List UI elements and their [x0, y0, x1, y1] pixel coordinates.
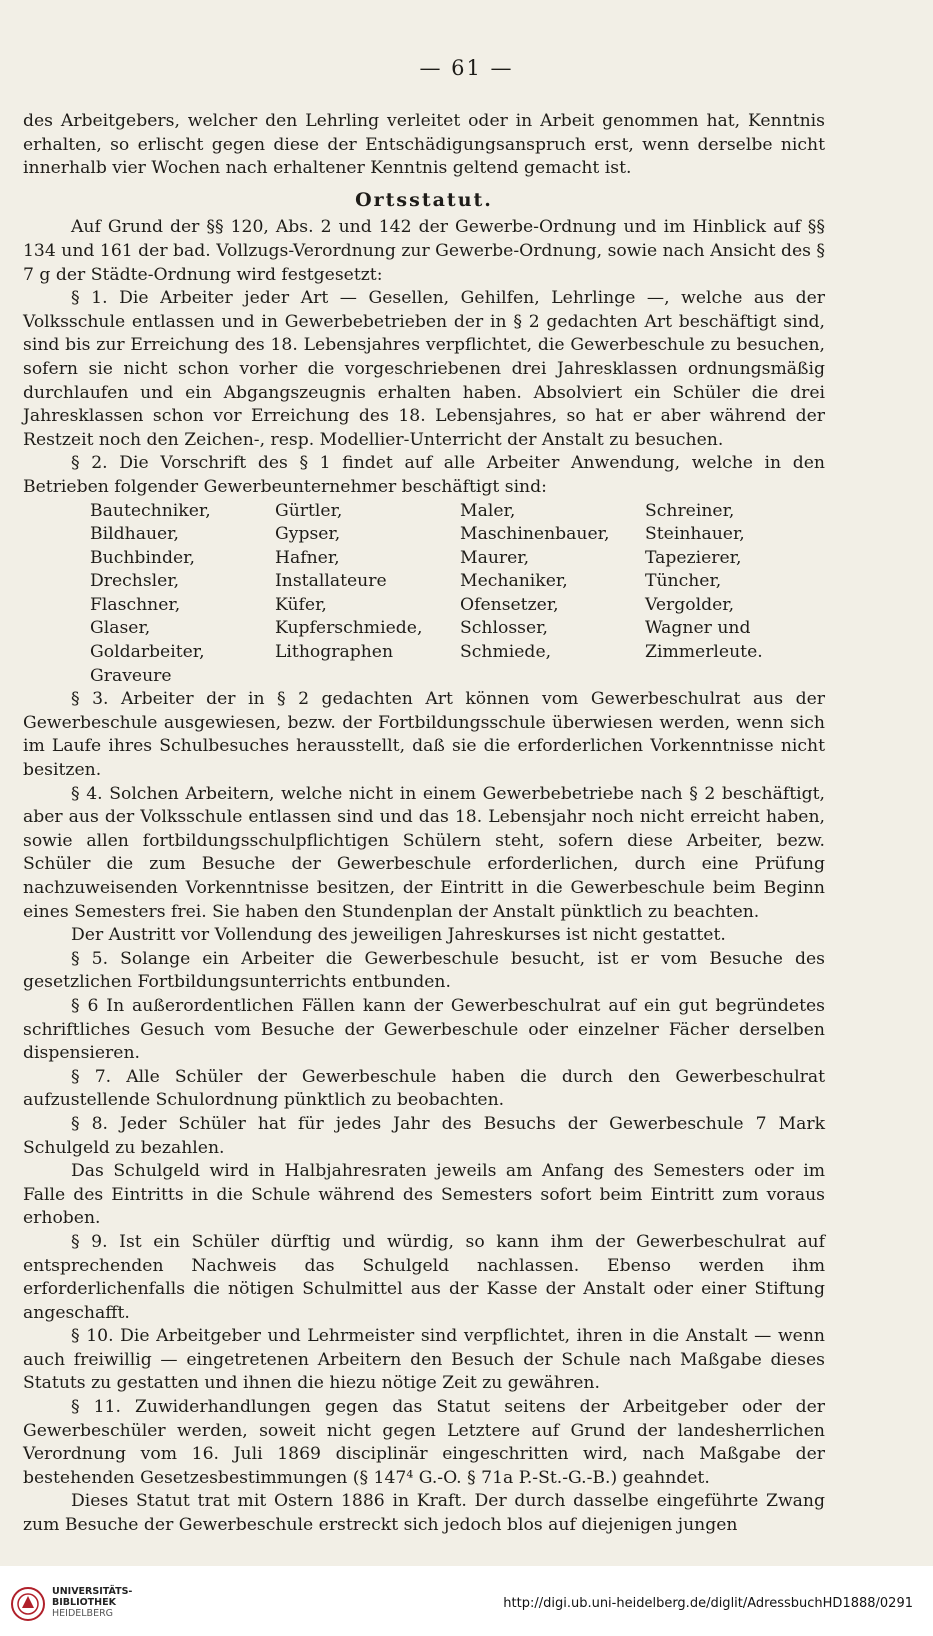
- trade-item: [275, 665, 460, 689]
- paragraph: § 8. Jeder Schüler hat für jedes Jahr des Besuchs der Gewerbeschule 7 Mark Schulgeld zu bezahlen.: [23, 1113, 825, 1158]
- trade-item: [460, 665, 645, 689]
- document-body: [23, 110, 825, 1538]
- trade-item: Kupferschmiede,: [275, 618, 423, 639]
- logo-line: BIBLIOTHEK: [52, 1597, 116, 1608]
- paragraphs-after: [23, 688, 825, 1537]
- trade-item: Wagner und: [645, 618, 751, 639]
- trade-item: Gürtler,: [275, 500, 343, 521]
- paragraph: § 7. Alle Schüler der Gewerbeschule haben die durch den Gewerbeschulrat aufzustellende Schulordnung pünktlich zu beobachten.: [23, 1066, 825, 1111]
- paragraph: § 5. Solange ein Arbeiter die Gewerbeschule besucht, ist er vom Besuche des gesetzlichen Fortbildungsunterrichts entbunden.: [23, 948, 825, 993]
- trade-item: Gypser,: [275, 524, 341, 545]
- paragraph: Dieses Statut trat mit Ostern 1886 in Kraft. Der durch dasselbe eingeführte Zwang zum Besuche der Gewerbeschule erstreckt sich jedoch blos auf diejenigen jungen: [23, 1491, 825, 1536]
- trade-item: Installateure: [275, 571, 387, 592]
- logo-line: HEIDELBERG: [52, 1608, 114, 1619]
- trade-item: Schlosser,: [460, 618, 548, 639]
- trade-item: Tapezierer,: [645, 547, 742, 568]
- paragraph: § 3. Arbeiter der in § 2 gedachten Art können vom Gewerbeschulrat aus der Gewerbeschule ausgewiesen, bezw. der Fortbildungsschule überwiesen werden, wenn sich im Laufe ihres Schulbesuches herausstellt, daß sie die erforderlichen Vorkenntnisse nicht besitzen.: [23, 689, 825, 781]
- trade-item: Maschinenbauer,: [460, 524, 610, 545]
- paragraph: § 6 In außerordentlichen Fällen kann der Gewerbeschulrat auf ein gut begründetes schriftliches Gesuch vom Besuche der Gewerbeschule oder einzelner Fächer derselben dispensieren.: [23, 995, 825, 1064]
- source-url-link[interactable]: http://digi.ub.uni-heidelberg.de/diglit/AdressbuchHD1888/0291: [503, 1596, 913, 1611]
- trade-item: Glaser,: [90, 618, 151, 639]
- trade-item: Steinhauer,: [645, 524, 745, 545]
- trade-item: Schmiede,: [460, 642, 552, 663]
- logo-line: UNIVERSITÄTS-: [52, 1586, 133, 1597]
- footer: [0, 1566, 933, 1636]
- library-logo-text: [52, 1586, 132, 1619]
- paragraph: § 11. Zuwiderhandlungen gegen das Statut seitens der Arbeitgeber oder der Gewerbeschüler werden, soweit nicht gegen Letztere auf Grund der landesherrlichen Verordnung vom 16. Juli 1869 disciplinär eingeschritten wird, nach Maßgabe der bestehenden Gesetzesbestimmungen (§ 147⁴ G.-O. § 71a P.-St.-G.-B.) geahndet.: [23, 1397, 825, 1488]
- trade-item: Ofensetzer,: [460, 594, 559, 615]
- trade-item: Bautechniker,: [90, 500, 211, 521]
- paragraph: § 9. Ist ein Schüler dürftig und würdig, so kann ihm der Gewerbeschulrat auf entsprechenden Nachweis das Schulgeld nachlassen. Ebenso werden ihm erforderlichenfalls die nötigen Schulmittel aus der Kasse der Anstalt oder einer Stiftung angeschafft.: [23, 1231, 825, 1323]
- trade-item: Tüncher,: [645, 571, 722, 592]
- trade-item: Küfer,: [275, 594, 327, 615]
- trade-item: Schreiner,: [645, 500, 735, 521]
- trade-item: [645, 665, 830, 689]
- paragraph: Auf Grund der §§ 120, Abs. 2 und 142 der Gewerbe-Ordnung und im Hinblick auf §§ 134 und 161 der bad. Vollzugs-Verordnung zur Gewerbe-Ordnung, sowie nach Ansicht des § 7 g der Städte-Ordnung wird festgesetzt:: [23, 217, 825, 285]
- paragraph: § 4. Solchen Arbeitern, welche nicht in einem Gewerbebetriebe nach § 2 beschäftigt, aber aus der Volksschule entlassen sind und das 18. Lebensjahr noch nicht erreicht haben, sowie allen fortbildungsschulpflichtigen Schülern steht, sofern diese Arbeiter, bezw. Schüler die zum Besuche der Gewerbeschule erforderlichen, durch eine Prüfung nachzuweisenden Vorkenntnisse besitzen, der Eintritt in die Gewerbeschule beim Beginn eines Semesters frei. Sie haben den Stundenplan der Anstalt pünktlich zu beachten.: [23, 783, 825, 922]
- trade-item: Buchbinder,: [90, 547, 195, 568]
- page-number: — 61 —: [419, 56, 514, 80]
- paragraph: § 2. Die Vorschrift des § 1 findet auf alle Arbeiter Anwendung, welche in den Betrieben folgender Gewerbeunternehmer beschäftigt sind:: [23, 453, 825, 497]
- paragraph: Der Austritt vor Vollendung des jeweiligen Jahreskurses ist nicht gestattet.: [71, 925, 726, 946]
- trade-item: Drechsler,: [90, 571, 180, 592]
- trade-item: Mechaniker,: [460, 571, 568, 592]
- trade-item: Flaschner,: [90, 594, 181, 615]
- trade-item: Goldarbeiter,: [90, 642, 205, 663]
- trade-item: Zimmerleute.: [645, 642, 763, 663]
- university-seal-icon: [10, 1586, 46, 1622]
- trade-item: Maler,: [460, 500, 516, 521]
- trade-item: Bildhauer,: [90, 524, 179, 545]
- trade-item: Maurer,: [460, 547, 530, 568]
- trade-item: Graveure: [90, 665, 172, 686]
- trade-item: Vergolder,: [645, 594, 735, 615]
- section-heading: Ortsstatut.: [355, 188, 493, 211]
- trade-item: Lithographen: [275, 642, 394, 663]
- paragraph: Das Schulgeld wird in Halbjahresraten jeweils am Anfang des Semesters oder im Falle des Eintritts in die Schule während des Semesters sofort beim Eintritt zum voraus erhoben.: [23, 1161, 825, 1229]
- paragraphs-before: [23, 216, 825, 499]
- trades-list: [90, 500, 825, 689]
- paragraph: § 1. Die Arbeiter jeder Art — Gesellen, Gehilfen, Lehrlinge —, welche aus der Volksschule entlassen und in Gewerbebetrieben der in § 2 gedachten Art beschäftigt sind, sind bis zur Erreichung des 18. Lebensjahres verpflichtet, die Gewerbeschule zu besuchen, sofern sie nicht schon vorher die vorgeschriebenen drei Jahresklassen ordnungsmäßig durchlaufen und ein Abgangszeugnis erhalten haben. Absolviert ein Schüler die drei Jahresklassen schon vor Erreichung des 18. Lebensjahres, so hat er aber während der Restzeit noch den Zeichen-, resp. Modellier-Unterricht der Anstalt zu besuchen.: [23, 288, 825, 450]
- trade-item: Hafner,: [275, 547, 340, 568]
- paragraph: § 10. Die Arbeitgeber und Lehrmeister sind verpflichtet, ihren in die Anstalt — wenn auch freiwillig — eingetretenen Arbeitern den Besuch der Schule nach Maßgabe dieses Statuts zu gestatten und ihnen die hiezu nötige Zeit zu gewähren.: [23, 1326, 825, 1394]
- intro-paragraph: des Arbeitgebers, welcher den Lehrling verleitet oder in Arbeit genommen hat, Kenntnis erhalten, so erlischt gegen diese der Entschädigungsanspruch erst, wenn derselbe nicht innerhalb vier Wochen nach erhaltener Kenntnis geltend gemacht ist.: [23, 111, 825, 179]
